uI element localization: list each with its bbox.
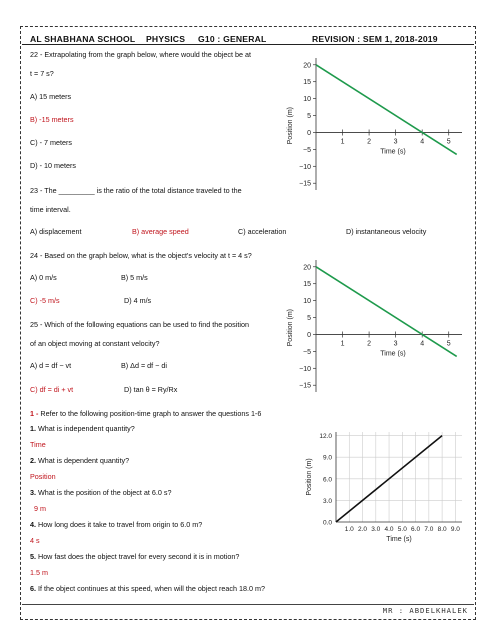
q22-text: 22 - Extrapolating from the graph below, where would the object be at — [30, 50, 251, 59]
q24-text: 24 - Based on the graph below, what is the object's velocity at t = 4 s? — [30, 251, 252, 260]
position-time-chart-section1 — [302, 426, 466, 548]
x-tick-label: 9.0 — [450, 526, 460, 533]
q24-option-c: C) -5 m/s — [30, 296, 60, 305]
section1-intro — [30, 409, 261, 418]
section1-number: 1 - — [30, 409, 39, 418]
x-tick-label: 5.0 — [397, 526, 407, 533]
x-axis-label: Time (s) — [380, 148, 406, 156]
s1-q1-number: 1. — [30, 424, 36, 433]
y-tick-label: 6.0 — [322, 476, 332, 484]
y-tick-label: 0 — [307, 129, 311, 137]
s1-q6 — [30, 584, 265, 593]
graph-q24 — [282, 254, 468, 400]
y-tick-label: −5 — [303, 348, 311, 356]
q22-option-d: D) - 10 meters — [30, 161, 76, 170]
y-axis-label: Position (m) — [287, 107, 294, 145]
y-tick-label: −10 — [299, 365, 311, 373]
y-tick-label: 0 — [307, 331, 311, 339]
y-tick-label: −5 — [303, 146, 311, 154]
s1-q5-text: How fast does the object travel for every second it is in motion? — [36, 552, 240, 561]
y-tick-label: 3.0 — [322, 497, 332, 505]
s1-q5 — [30, 552, 239, 561]
y-tick-label: 20 — [303, 62, 311, 70]
q23-option-c: C) acceleration — [238, 227, 287, 236]
s1-q3-text: What is the position of the object at 6.0 s? — [36, 488, 172, 497]
y-tick-label: −15 — [299, 180, 311, 188]
x-tick-label: 4 — [420, 340, 425, 348]
s1-q2-number: 2. — [30, 456, 36, 465]
x-axis-label: Time (s) — [386, 536, 412, 543]
grade: G10 : GENERAL — [198, 34, 267, 44]
x-tick-label: 5 — [446, 340, 451, 348]
s1-q3 — [30, 488, 171, 497]
q25-text-cont: of an object moving at constant velocity? — [30, 339, 160, 348]
x-tick-label: 2 — [367, 138, 372, 146]
y-tick-label: 5 — [307, 113, 311, 121]
x-tick-label: 1.0 — [344, 526, 354, 533]
s1-q1-text: What is independent quantity? — [36, 424, 135, 433]
q23-option-b: B) average speed — [132, 227, 189, 236]
s1-q4-number: 4. — [30, 520, 36, 529]
s1-q2-answer: Position — [30, 472, 56, 481]
q22-option-a: A) 15 meters — [30, 92, 72, 101]
s1-q4-answer: 4 s — [30, 536, 40, 545]
q23-text: 23 - The _________ is the ratio of the total distance traveled to the — [30, 186, 242, 195]
q23-option-a: A) displacement — [30, 227, 82, 236]
q22-option-b: B) -15 meters — [30, 115, 74, 124]
y-tick-label: 15 — [303, 79, 311, 87]
q22-option-c: C) - 7 meters — [30, 138, 72, 147]
s1-q2-text: What is dependent quantity? — [36, 456, 130, 465]
s1-q1-answer: Time — [30, 440, 46, 449]
subject: PHYSICS — [146, 34, 186, 44]
origin-label: 0.0 — [322, 519, 332, 527]
s1-q4-text: How long does it take to travel from origin to 6.0 m? — [36, 520, 203, 529]
y-tick-label: 15 — [303, 281, 311, 289]
s1-q5-number: 5. — [30, 552, 36, 561]
y-tick-label: 10 — [303, 96, 311, 104]
x-tick-label: 5 — [446, 138, 451, 146]
s1-q3-answer: 9 m — [34, 504, 46, 513]
x-tick-label: 7.0 — [424, 526, 434, 533]
s1-q6-text: If the object continues at this speed, when will the object reach 18.0 m? — [36, 584, 265, 593]
q24-option-a: A) 0 m/s — [30, 273, 57, 282]
s1-q3-number: 3. — [30, 488, 36, 497]
x-tick-label: 8.0 — [437, 526, 447, 533]
s1-q1 — [30, 424, 135, 433]
data-line — [316, 65, 457, 155]
y-tick-label: −15 — [299, 382, 311, 390]
x-tick-label: 2 — [367, 340, 372, 348]
s1-q4 — [30, 520, 202, 529]
school-name: AL SHABHANA SCHOOL — [30, 34, 136, 44]
graph-section1 — [302, 426, 466, 548]
q24-option-b: B) 5 m/s — [121, 273, 148, 282]
q25-option-a: A) d = df − vt — [30, 361, 72, 370]
y-axis-label: Position (m) — [287, 309, 294, 347]
x-axis-label: Time (s) — [380, 350, 406, 358]
q25-option-c: C) df = di + vt — [30, 385, 74, 394]
x-tick-label: 3 — [393, 340, 398, 348]
s1-q5-answer: 1.5 m — [30, 568, 48, 577]
q25-option-d: D) tan θ = Ry/Rx — [124, 385, 178, 394]
y-tick-label: 20 — [303, 264, 311, 272]
y-tick-label: 9.0 — [322, 454, 332, 462]
q25-text: 25 - Which of the following equations can be used to find the position — [30, 320, 249, 329]
s1-q6-number: 6. — [30, 584, 36, 593]
y-tick-label: 5 — [307, 315, 311, 323]
x-tick-label: 4 — [420, 138, 425, 146]
footer — [22, 604, 474, 617]
x-tick-label: 3 — [393, 138, 398, 146]
q24-option-d: D) 4 m/s — [124, 296, 152, 305]
x-tick-label: 6.0 — [411, 526, 421, 533]
y-tick-label: −10 — [299, 163, 311, 171]
s1-q2 — [30, 456, 129, 465]
x-tick-label: 3.0 — [371, 526, 381, 533]
q23-option-d: D) instantaneous velocity — [346, 227, 427, 236]
teacher-signature: MR : ABDELKHALEK — [382, 606, 468, 615]
q23-text-cont: time interval. — [30, 205, 71, 214]
y-axis-label: Position (m) — [306, 458, 313, 496]
x-tick-label: 2.0 — [358, 526, 368, 533]
position-time-chart-q24 — [282, 254, 468, 400]
y-tick-label: 10 — [303, 298, 311, 306]
data-line — [316, 267, 457, 357]
x-tick-label: 4.0 — [384, 526, 394, 533]
y-tick-label: 12.0 — [319, 433, 332, 441]
x-tick-label: 1 — [340, 138, 345, 146]
revision-label: REVISION : SEM 1, 2018-2019 — [312, 34, 438, 44]
section1-intro-text: Refer to the following position-time graph to answer the questions 1-6 — [38, 409, 262, 418]
position-time-chart-q22 — [282, 52, 468, 198]
q25-option-b: B) Δd = df − di — [121, 361, 167, 370]
header-rule — [22, 44, 474, 45]
graph-q22 — [282, 52, 468, 198]
q22-text-cont: t = 7 s? — [30, 69, 54, 78]
x-tick-label: 1 — [340, 340, 345, 348]
